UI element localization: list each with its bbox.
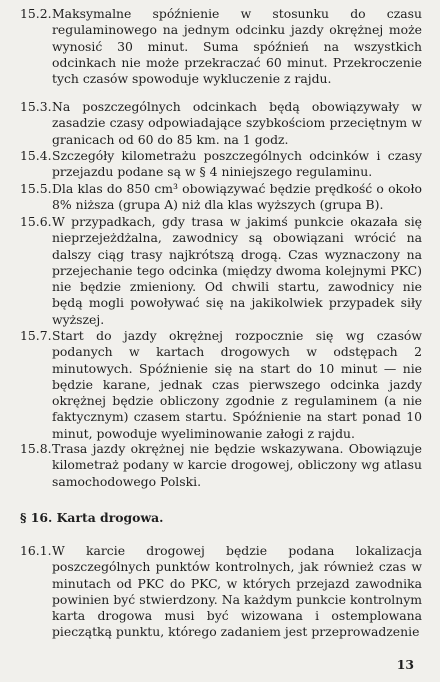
section-text: Trasa jazdy okrężnej nie będzie wskazywana. Obowiązuje kilometraż podany w karcie drogowej, obliczony wg atlasu samochodowego Polski. — [52, 441, 422, 489]
section-text: Dla klas do 850 cm³ obowiązywać będzie prędkość o około 8% niższa (grupa A) niż dla klas wyższych (grupa B). — [52, 181, 422, 213]
section-number: 15.5. — [20, 181, 52, 196]
section-number: 15.3. — [20, 99, 52, 114]
section-text: Maksymalne spóźnienie w stosunku do czasu regulaminowego na jednym odcinku jazdy okrężnej może wynosić 30 minut. Suma spóźnień na wszystkich odcinkach nie może przekraczać 60 minut. Przekroczenie tych czasów spowoduje wykluczenie z rajdu. — [52, 6, 422, 87]
section-text: Start do jazdy okrężnej rozpocznie się wg czasów podanych w kartach drogowych w odstępach 2 minutowych. Spóźnienie się na start do 10 minut — nie będzie karane, jednak czas pierwszego odcinka jazdy okrężnej będzie obliczony zgodnie z regulaminem (a nie faktycznym) czasem startu. Spóźnienie na start ponad 10 minut, powoduje wyeliminowanie załogi z rajdu. — [52, 328, 422, 441]
section-number: 15.7. — [20, 328, 52, 343]
section-text: W karcie drogowej będzie podana lokalizacja poszczególnych punktów kontrolnych, jak również czas w minutach od PKC do PKC, w których przejazd zawodnika powinien być stwierdzony. Na każdym punkcie kontrolnym karta drogowa musi być wizowana i ostemplowana pieczątką punktu, którego zadaniem jest przeprowadzenie — [52, 543, 422, 640]
section-text: Na poszczególnych odcinkach będą obowiązywały w zasadzie czasy odpowiadające szybkościom przeciętnym w granicach od 60 do 85 km. na 1 godz. — [52, 99, 422, 147]
section-number: 16.1. — [20, 543, 52, 558]
section-number: 15.8. — [20, 441, 52, 456]
section-number: 15.6. — [20, 214, 52, 229]
section-text: W przypadkach, gdy trasa w jakimś punkcie okazała się nieprzejeżdżalna, zawodnicy są obowiązani wrócić na dalszy ciąg trasy najkrótszą drogą. Czas wyznaczony na przejechanie tego odcinka (między dwoma kolejnymi PKC) nie będzie zmieniony. Od chwili startu, zawodnicy nie będą mogli powoływać się na jakikolwiek przypadek siły wyższej. — [52, 214, 422, 327]
section-text: Szczegóły kilometrażu poszczególnych odcinków i czasy przejazdu podane są w § 4 niniejszego regulaminu. — [52, 148, 422, 180]
section-number: 15.4. — [20, 148, 52, 163]
section-heading: § 16. Karta drogowa. — [20, 510, 164, 525]
section-number: 15.2. — [20, 6, 52, 21]
page-number: 13 — [396, 657, 414, 672]
